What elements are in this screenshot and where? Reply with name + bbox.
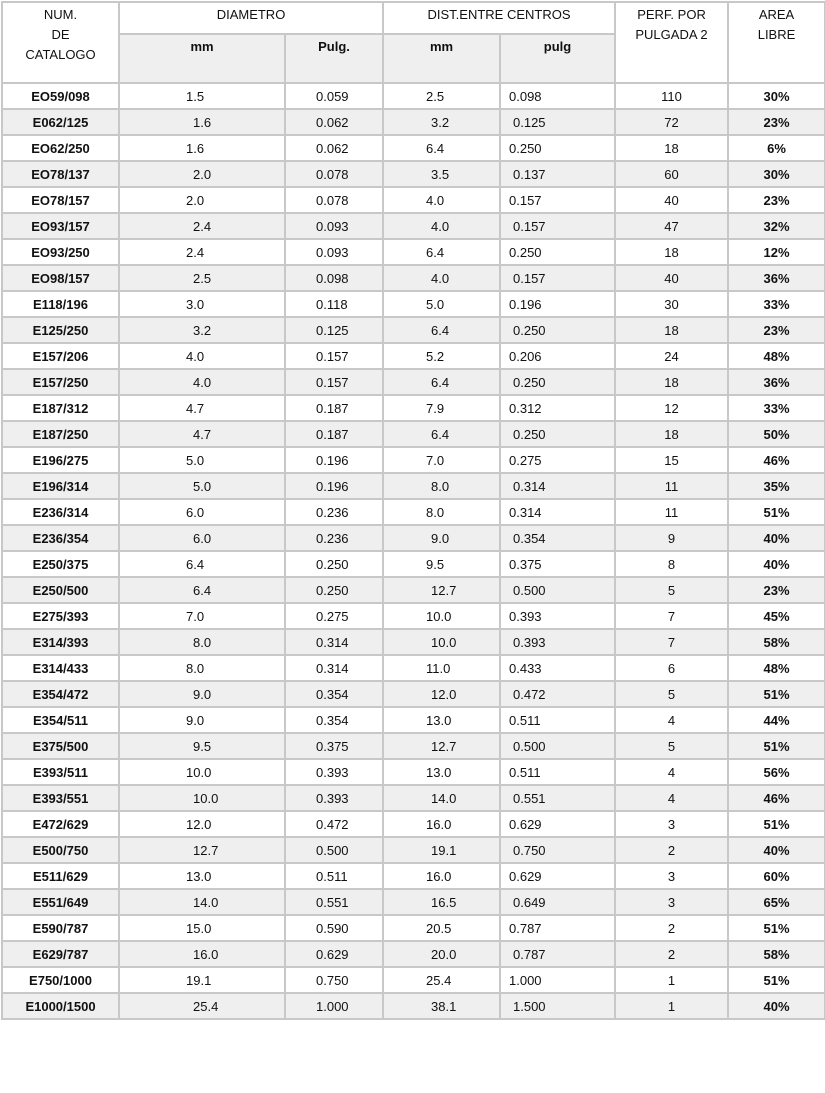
catalog-number-cell: E236/354 — [2, 525, 119, 551]
perf-count-cell: 1 — [615, 993, 728, 1019]
dist-mm-cell: 20.5 — [383, 915, 500, 941]
area-libre-cell: 51% — [728, 811, 825, 837]
catalog-number-cell: E551/649 — [2, 889, 119, 915]
subheader-diametro-pulg: Pulg. — [285, 34, 383, 83]
perf-count-cell: 60 — [615, 161, 728, 187]
diametro-pulg-cell: 0.500 — [285, 837, 383, 863]
diametro-pulg-cell: 0.078 — [285, 161, 383, 187]
dist-mm-cell: 7.9 — [383, 395, 500, 421]
table-row — [2, 395, 825, 421]
area-libre-cell: 51% — [728, 915, 825, 941]
area-libre-cell: 46% — [728, 785, 825, 811]
perf-count-cell: 18 — [615, 317, 728, 343]
catalog-number-cell: E250/375 — [2, 551, 119, 577]
diametro-mm-cell: 1.5 — [119, 83, 285, 109]
table-row — [2, 369, 825, 395]
catalog-number-cell: E590/787 — [2, 915, 119, 941]
catalog-number-cell: EO62/250 — [2, 135, 119, 161]
diametro-mm-cell: 2.4 — [119, 213, 285, 239]
perf-count-cell: 5 — [615, 577, 728, 603]
perf-count-cell: 18 — [615, 239, 728, 265]
dist-mm-cell: 5.2 — [383, 343, 500, 369]
dist-pulg-cell: 1.000 — [500, 967, 615, 993]
area-libre-cell: 40% — [728, 551, 825, 577]
perf-count-cell: 5 — [615, 681, 728, 707]
perf-count-cell: 15 — [615, 447, 728, 473]
perf-count-cell: 2 — [615, 915, 728, 941]
dist-pulg-cell: 0.312 — [500, 395, 615, 421]
perf-count-cell: 2 — [615, 837, 728, 863]
dist-mm-cell: 12.0 — [383, 681, 500, 707]
area-libre-cell: 48% — [728, 655, 825, 681]
catalog-number-cell: E157/206 — [2, 343, 119, 369]
area-libre-cell: 23% — [728, 187, 825, 213]
catalog-number-cell: E275/393 — [2, 603, 119, 629]
perf-count-cell: 47 — [615, 213, 728, 239]
dist-mm-cell: 16.5 — [383, 889, 500, 915]
diametro-pulg-cell: 0.196 — [285, 447, 383, 473]
dist-pulg-cell: 0.393 — [500, 603, 615, 629]
diametro-mm-cell: 12.0 — [119, 811, 285, 837]
table-row — [2, 213, 825, 239]
dist-pulg-cell: 0.629 — [500, 811, 615, 837]
dist-pulg-cell: 0.511 — [500, 759, 615, 785]
table-row — [2, 135, 825, 161]
table-row — [2, 473, 825, 499]
catalog-number-cell: E354/511 — [2, 707, 119, 733]
table-row — [2, 421, 825, 447]
diametro-pulg-cell: 0.098 — [285, 265, 383, 291]
diametro-pulg-cell: 0.062 — [285, 109, 383, 135]
table-row — [2, 629, 825, 655]
diametro-pulg-cell: 0.472 — [285, 811, 383, 837]
catalog-number-cell: E1000/1500 — [2, 993, 119, 1019]
diametro-pulg-cell: 0.062 — [285, 135, 383, 161]
table-row — [2, 785, 825, 811]
area-libre-cell: 40% — [728, 525, 825, 551]
diametro-mm-cell: 14.0 — [119, 889, 285, 915]
area-libre-cell: 30% — [728, 161, 825, 187]
area-libre-cell: 23% — [728, 109, 825, 135]
diametro-mm-cell: 6.0 — [119, 525, 285, 551]
diametro-mm-cell: 10.0 — [119, 785, 285, 811]
dist-pulg-cell: 0.125 — [500, 109, 615, 135]
catalog-number-cell: E500/750 — [2, 837, 119, 863]
table-row — [2, 161, 825, 187]
table-row — [2, 707, 825, 733]
diametro-mm-cell: 7.0 — [119, 603, 285, 629]
table-row — [2, 83, 825, 109]
diametro-pulg-cell: 0.393 — [285, 785, 383, 811]
catalog-number-cell: E062/125 — [2, 109, 119, 135]
table-row — [2, 551, 825, 577]
diametro-pulg-cell: 0.354 — [285, 681, 383, 707]
dist-pulg-cell: 0.250 — [500, 135, 615, 161]
table-row — [2, 603, 825, 629]
diametro-mm-cell: 9.5 — [119, 733, 285, 759]
perf-count-cell: 3 — [615, 889, 728, 915]
diametro-mm-cell: 4.7 — [119, 421, 285, 447]
diametro-mm-cell: 6.4 — [119, 577, 285, 603]
dist-mm-cell: 6.4 — [383, 239, 500, 265]
diametro-pulg-cell: 0.629 — [285, 941, 383, 967]
subheader-diametro-mm: mm — [119, 34, 285, 83]
area-libre-cell: 60% — [728, 863, 825, 889]
dist-mm-cell: 6.4 — [383, 369, 500, 395]
diametro-pulg-cell: 0.078 — [285, 187, 383, 213]
area-libre-cell: 58% — [728, 629, 825, 655]
catalog-number-cell: E187/312 — [2, 395, 119, 421]
dist-mm-cell: 4.0 — [383, 187, 500, 213]
dist-mm-cell: 6.4 — [383, 135, 500, 161]
diametro-mm-cell: 4.0 — [119, 343, 285, 369]
dist-pulg-cell: 0.157 — [500, 265, 615, 291]
table-row — [2, 915, 825, 941]
diametro-mm-cell: 13.0 — [119, 863, 285, 889]
perf-count-cell: 72 — [615, 109, 728, 135]
dist-pulg-cell: 0.250 — [500, 369, 615, 395]
dist-pulg-cell: 0.787 — [500, 915, 615, 941]
dist-mm-cell: 14.0 — [383, 785, 500, 811]
diametro-pulg-cell: 0.236 — [285, 499, 383, 525]
catalog-number-cell: E750/1000 — [2, 967, 119, 993]
diametro-mm-cell: 12.7 — [119, 837, 285, 863]
dist-mm-cell: 13.0 — [383, 707, 500, 733]
dist-pulg-cell: 0.137 — [500, 161, 615, 187]
diametro-mm-cell: 8.0 — [119, 655, 285, 681]
dist-mm-cell: 8.0 — [383, 473, 500, 499]
diametro-mm-cell: 9.0 — [119, 681, 285, 707]
perf-count-cell: 6 — [615, 655, 728, 681]
area-libre-cell: 40% — [728, 837, 825, 863]
diametro-pulg-cell: 0.275 — [285, 603, 383, 629]
diametro-pulg-cell: 0.314 — [285, 655, 383, 681]
dist-mm-cell: 5.0 — [383, 291, 500, 317]
diametro-mm-cell: 10.0 — [119, 759, 285, 785]
dist-mm-cell: 3.5 — [383, 161, 500, 187]
perf-count-cell: 40 — [615, 187, 728, 213]
dist-pulg-cell: 0.787 — [500, 941, 615, 967]
catalog-number-cell: EO93/157 — [2, 213, 119, 239]
perf-count-cell: 110 — [615, 83, 728, 109]
dist-mm-cell: 10.0 — [383, 603, 500, 629]
area-libre-cell: 58% — [728, 941, 825, 967]
header-diametro: DIAMETRO — [119, 2, 383, 34]
dist-pulg-cell: 1.500 — [500, 993, 615, 1019]
table-row — [2, 109, 825, 135]
diametro-mm-cell: 6.4 — [119, 551, 285, 577]
area-libre-cell: 23% — [728, 577, 825, 603]
perf-count-cell: 7 — [615, 629, 728, 655]
table-row — [2, 837, 825, 863]
diametro-pulg-cell: 0.511 — [285, 863, 383, 889]
catalog-number-cell: E125/250 — [2, 317, 119, 343]
table-row — [2, 655, 825, 681]
area-libre-cell: 30% — [728, 83, 825, 109]
diametro-pulg-cell: 0.059 — [285, 83, 383, 109]
catalog-number-cell: E196/275 — [2, 447, 119, 473]
area-libre-cell: 65% — [728, 889, 825, 915]
diametro-pulg-cell: 1.000 — [285, 993, 383, 1019]
diametro-pulg-cell: 0.236 — [285, 525, 383, 551]
diametro-mm-cell: 9.0 — [119, 707, 285, 733]
perf-count-cell: 4 — [615, 785, 728, 811]
header-perf-por-pulgada: PERF. POR PULGADA 2 — [615, 2, 728, 83]
perf-count-cell: 40 — [615, 265, 728, 291]
area-libre-cell: 23% — [728, 317, 825, 343]
dist-mm-cell: 8.0 — [383, 499, 500, 525]
area-libre-cell: 33% — [728, 291, 825, 317]
dist-mm-cell: 16.0 — [383, 811, 500, 837]
area-libre-cell: 12% — [728, 239, 825, 265]
dist-pulg-cell: 0.314 — [500, 473, 615, 499]
dist-mm-cell: 10.0 — [383, 629, 500, 655]
diametro-mm-cell: 16.0 — [119, 941, 285, 967]
diametro-pulg-cell: 0.393 — [285, 759, 383, 785]
table-row — [2, 863, 825, 889]
table-row — [2, 941, 825, 967]
catalog-number-cell: E157/250 — [2, 369, 119, 395]
dist-pulg-cell: 0.098 — [500, 83, 615, 109]
dist-pulg-cell: 0.649 — [500, 889, 615, 915]
dist-pulg-cell: 0.314 — [500, 499, 615, 525]
perf-count-cell: 3 — [615, 811, 728, 837]
catalog-number-cell: E314/393 — [2, 629, 119, 655]
table-row — [2, 187, 825, 213]
diametro-mm-cell: 15.0 — [119, 915, 285, 941]
dist-mm-cell: 4.0 — [383, 213, 500, 239]
diametro-pulg-cell: 0.375 — [285, 733, 383, 759]
dist-pulg-cell: 0.250 — [500, 239, 615, 265]
diametro-pulg-cell: 0.187 — [285, 395, 383, 421]
catalog-number-cell: E187/250 — [2, 421, 119, 447]
diametro-pulg-cell: 0.093 — [285, 239, 383, 265]
table-row — [2, 447, 825, 473]
dist-pulg-cell: 0.551 — [500, 785, 615, 811]
catalog-number-cell: E314/433 — [2, 655, 119, 681]
catalog-number-cell: E354/472 — [2, 681, 119, 707]
subheader-dist-mm: mm — [383, 34, 500, 83]
perf-count-cell: 5 — [615, 733, 728, 759]
dist-mm-cell: 9.5 — [383, 551, 500, 577]
diametro-mm-cell: 3.0 — [119, 291, 285, 317]
table-row — [2, 499, 825, 525]
catalog-number-cell: E118/196 — [2, 291, 119, 317]
area-libre-cell: 40% — [728, 993, 825, 1019]
table-row — [2, 291, 825, 317]
diametro-pulg-cell: 0.187 — [285, 421, 383, 447]
diametro-pulg-cell: 0.551 — [285, 889, 383, 915]
table-row — [2, 811, 825, 837]
catalog-number-cell: E250/500 — [2, 577, 119, 603]
area-libre-cell: 46% — [728, 447, 825, 473]
perf-count-cell: 1 — [615, 967, 728, 993]
table-row — [2, 343, 825, 369]
diametro-mm-cell: 4.0 — [119, 369, 285, 395]
dist-pulg-cell: 0.629 — [500, 863, 615, 889]
dist-pulg-cell: 0.354 — [500, 525, 615, 551]
perf-count-cell: 30 — [615, 291, 728, 317]
dist-mm-cell: 4.0 — [383, 265, 500, 291]
catalog-number-cell: E375/500 — [2, 733, 119, 759]
diametro-pulg-cell: 0.250 — [285, 577, 383, 603]
diametro-pulg-cell: 0.250 — [285, 551, 383, 577]
dist-pulg-cell: 0.750 — [500, 837, 615, 863]
catalog-number-cell: EO78/137 — [2, 161, 119, 187]
subheader-dist-pulg: pulg — [500, 34, 615, 83]
catalog-number-cell: EO98/157 — [2, 265, 119, 291]
diametro-pulg-cell: 0.157 — [285, 369, 383, 395]
catalog-number-cell: E236/314 — [2, 499, 119, 525]
dist-pulg-cell: 0.275 — [500, 447, 615, 473]
diametro-mm-cell: 6.0 — [119, 499, 285, 525]
area-libre-cell: 36% — [728, 265, 825, 291]
dist-pulg-cell: 0.511 — [500, 707, 615, 733]
table-row — [2, 525, 825, 551]
perf-count-cell: 24 — [615, 343, 728, 369]
diametro-pulg-cell: 0.118 — [285, 291, 383, 317]
perf-count-cell: 12 — [615, 395, 728, 421]
dist-mm-cell: 9.0 — [383, 525, 500, 551]
perf-count-cell: 3 — [615, 863, 728, 889]
perf-count-cell: 9 — [615, 525, 728, 551]
catalog-number-cell: E393/511 — [2, 759, 119, 785]
dist-mm-cell: 20.0 — [383, 941, 500, 967]
table-body — [2, 83, 825, 1019]
table-row — [2, 239, 825, 265]
area-libre-cell: 36% — [728, 369, 825, 395]
diametro-mm-cell: 3.2 — [119, 317, 285, 343]
area-libre-cell: 48% — [728, 343, 825, 369]
diametro-pulg-cell: 0.354 — [285, 707, 383, 733]
dist-pulg-cell: 0.472 — [500, 681, 615, 707]
diametro-pulg-cell: 0.125 — [285, 317, 383, 343]
dist-mm-cell: 19.1 — [383, 837, 500, 863]
area-libre-cell: 32% — [728, 213, 825, 239]
area-libre-cell: 51% — [728, 967, 825, 993]
diametro-pulg-cell: 0.750 — [285, 967, 383, 993]
table-row — [2, 681, 825, 707]
dist-pulg-cell: 0.196 — [500, 291, 615, 317]
dist-mm-cell: 12.7 — [383, 733, 500, 759]
dist-pulg-cell: 0.250 — [500, 421, 615, 447]
dist-mm-cell: 25.4 — [383, 967, 500, 993]
perf-count-cell: 18 — [615, 135, 728, 161]
area-libre-cell: 50% — [728, 421, 825, 447]
dist-pulg-cell: 0.250 — [500, 317, 615, 343]
area-libre-cell: 56% — [728, 759, 825, 785]
dist-mm-cell: 16.0 — [383, 863, 500, 889]
table-row — [2, 317, 825, 343]
dist-pulg-cell: 0.375 — [500, 551, 615, 577]
diametro-pulg-cell: 0.314 — [285, 629, 383, 655]
perf-count-cell: 4 — [615, 759, 728, 785]
dist-pulg-cell: 0.157 — [500, 213, 615, 239]
catalog-number-cell: E472/629 — [2, 811, 119, 837]
dist-pulg-cell: 0.206 — [500, 343, 615, 369]
perf-count-cell: 7 — [615, 603, 728, 629]
dist-mm-cell: 3.2 — [383, 109, 500, 135]
dist-mm-cell: 7.0 — [383, 447, 500, 473]
dist-pulg-cell: 0.500 — [500, 577, 615, 603]
dist-mm-cell: 6.4 — [383, 421, 500, 447]
perforation-spec-table — [1, 1, 825, 1020]
diametro-mm-cell: 5.0 — [119, 473, 285, 499]
diametro-mm-cell: 1.6 — [119, 109, 285, 135]
catalog-number-cell: E511/629 — [2, 863, 119, 889]
table-row — [2, 759, 825, 785]
table-row — [2, 967, 825, 993]
area-libre-cell: 51% — [728, 681, 825, 707]
dist-pulg-cell: 0.433 — [500, 655, 615, 681]
header-dist-entre-centros: DIST.ENTRE CENTROS — [383, 2, 615, 34]
catalog-number-cell: E196/314 — [2, 473, 119, 499]
diametro-pulg-cell: 0.157 — [285, 343, 383, 369]
header-area-libre: AREA LIBRE — [728, 2, 825, 83]
perf-count-cell: 11 — [615, 499, 728, 525]
dist-pulg-cell: 0.500 — [500, 733, 615, 759]
catalog-number-cell: EO78/157 — [2, 187, 119, 213]
dist-mm-cell: 12.7 — [383, 577, 500, 603]
dist-mm-cell: 38.1 — [383, 993, 500, 1019]
diametro-mm-cell: 25.4 — [119, 993, 285, 1019]
dist-pulg-cell: 0.393 — [500, 629, 615, 655]
diametro-pulg-cell: 0.196 — [285, 473, 383, 499]
area-libre-cell: 33% — [728, 395, 825, 421]
area-libre-cell: 51% — [728, 733, 825, 759]
diametro-mm-cell: 2.4 — [119, 239, 285, 265]
catalog-number-cell: E629/787 — [2, 941, 119, 967]
diametro-pulg-cell: 0.590 — [285, 915, 383, 941]
table-row — [2, 733, 825, 759]
table-row — [2, 265, 825, 291]
catalog-number-cell: E393/551 — [2, 785, 119, 811]
diametro-mm-cell: 5.0 — [119, 447, 285, 473]
diametro-mm-cell: 2.0 — [119, 161, 285, 187]
perf-count-cell: 18 — [615, 421, 728, 447]
dist-mm-cell: 6.4 — [383, 317, 500, 343]
dist-mm-cell: 13.0 — [383, 759, 500, 785]
diametro-mm-cell: 19.1 — [119, 967, 285, 993]
area-libre-cell: 35% — [728, 473, 825, 499]
header-catalog-number: NUM. DE CATALOGO — [2, 2, 119, 83]
diametro-mm-cell: 8.0 — [119, 629, 285, 655]
perf-count-cell: 18 — [615, 369, 728, 395]
diametro-pulg-cell: 0.093 — [285, 213, 383, 239]
diametro-mm-cell: 2.5 — [119, 265, 285, 291]
dist-mm-cell: 11.0 — [383, 655, 500, 681]
catalog-number-cell: EO59/098 — [2, 83, 119, 109]
table-row — [2, 889, 825, 915]
perf-count-cell: 11 — [615, 473, 728, 499]
area-libre-cell: 44% — [728, 707, 825, 733]
perf-count-cell: 4 — [615, 707, 728, 733]
area-libre-cell: 51% — [728, 499, 825, 525]
diametro-mm-cell: 4.7 — [119, 395, 285, 421]
diametro-mm-cell: 1.6 — [119, 135, 285, 161]
perf-count-cell: 2 — [615, 941, 728, 967]
table-row — [2, 993, 825, 1019]
diametro-mm-cell: 2.0 — [119, 187, 285, 213]
area-libre-cell: 45% — [728, 603, 825, 629]
table-row — [2, 577, 825, 603]
dist-mm-cell: 2.5 — [383, 83, 500, 109]
perf-count-cell: 8 — [615, 551, 728, 577]
catalog-number-cell: EO93/250 — [2, 239, 119, 265]
dist-pulg-cell: 0.157 — [500, 187, 615, 213]
area-libre-cell: 6% — [728, 135, 825, 161]
